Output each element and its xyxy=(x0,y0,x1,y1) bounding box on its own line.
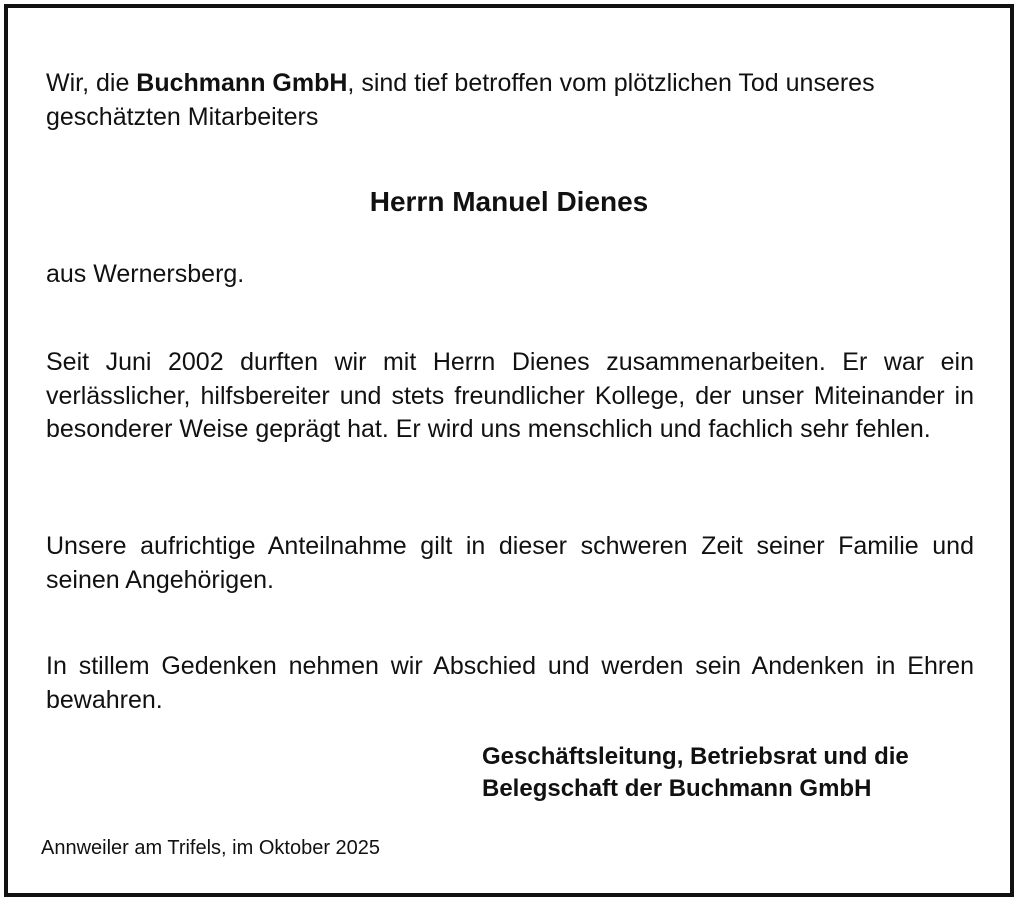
origin-text: aus Wernersberg. xyxy=(46,260,245,288)
remembrance-paragraph: In stillem Gedenken nehmen wir Abschied und werden sein Andenken in Ehren bewahren. xyxy=(46,652,974,714)
signature-line-2: Belegschaft der Buchmann GmbH xyxy=(482,775,872,802)
tribute-paragraph: Seit Juni 2002 durften wir mit Herrn Dienes zusammenarbeiten. Er war ein verlässlicher, hilfsbereiter und stets freundlicher Kollege, der unser Miteinander in besonderer Weise geprägt hat. Er wird uns menschlich und fachlich sehr fehlen. xyxy=(46,348,974,443)
notice-frame xyxy=(4,4,1014,897)
signature xyxy=(482,741,909,805)
place-date: Annweiler am Trifels, im Oktober 2025 xyxy=(41,837,381,859)
condolence-paragraph: Unsere aufrichtige Anteilnahme gilt in dieser schweren Zeit seiner Familie und seinen Angehörigen. xyxy=(46,532,974,594)
intro-text xyxy=(46,67,974,134)
signature-line-1: Geschäftsleitung, Betriebsrat und die xyxy=(482,743,909,770)
company-name: Buchmann GmbH xyxy=(136,69,348,97)
intro-after: , sind tief betroffen vom plötzlichen Tod unseres geschätzten Mitarbeiters xyxy=(46,69,875,131)
intro-before: Wir, die xyxy=(46,69,137,97)
deceased-name: Herrn Manuel Dienes xyxy=(369,186,649,217)
